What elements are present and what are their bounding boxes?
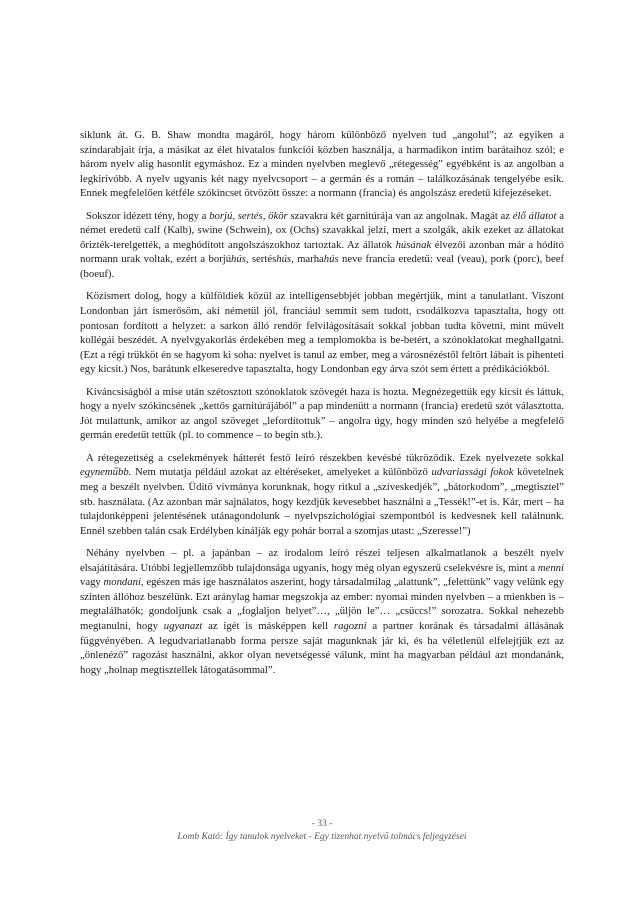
text-run: élvezői azonban már a hódító normann urak voltak, ezért a borjú (80, 238, 564, 266)
paragraph (80, 209, 564, 282)
text-run: egészen más ige használatos aszerint, hogy társadalmilag „alattunk”, „felettünk” vagy velünk egy szinten állóhoz beszélünk. Ezt aránylag hamar megszokja az ember: nyomai minden nyelvben – a mienkben is – megtalálhatók; gondoljunk csak a „foglaljon helyet”…, „üljön le”… „csüccs!” sorozatra. Sokkal nehezebb megtanulni, hogy (80, 576, 564, 632)
italic-text: mondani, (103, 576, 144, 589)
italic-text: élő állatot (512, 209, 557, 222)
italic-text: menni (537, 561, 564, 574)
italic-text: ugyanazt (163, 619, 203, 632)
italic-text: udvariassági fokok (431, 466, 514, 479)
paragraph (80, 289, 564, 376)
italic-text: egyneműbb. (80, 466, 132, 479)
page-body (80, 128, 564, 685)
text-run: A rétegezettség a cselekmények hátterét festő leíró részekben kevésbé tükröződik. Ezek nyelvezete sokkal (86, 451, 564, 464)
text-run: az igét is másképpen kell (202, 619, 334, 632)
text-run: a partner korának és társadalmi állásának függvényében. A legudvariatlanabb forma persze saját magunknak jár ki, és ha véletlenül elfelejtjük ezt az „önlenéző” ragozást használni, akkor olyan nevetségessé válunk, mint ha magyarban például azt mondanánk, hogy „holnap megtisztellek látogatásommal”. (80, 619, 564, 676)
page-footer (80, 818, 564, 844)
text-run: Nem mutatja például azokat az eltéréseket, amelyeket a különböző (131, 466, 432, 479)
paragraph (80, 451, 564, 538)
paragraph (80, 546, 564, 677)
italic-text: hús, (231, 253, 249, 266)
text-run: a német eredetű calf (Kalb), swine (Schwein), ox (Ochs) szavakkal jelzi, mert a szolgák, akik ezeket az állatokat őrizték-terelgették, a meghódított angolszászokhoz tartoztak. Az állatok (80, 209, 565, 251)
text-run: Kíváncsiságból a mise után szétosztott szónoklatok szövegét haza is hozta. Megnézegettük egy kicsit és láttuk, hogy a nyelv szókincsének „kettős garnitúrájából” a pap mindenütt a normann (francia) eredetű szót választotta. Jót mulattunk, amikor az angol szöveget „lefordítottuk” – angolra úgy, hogy minden szó helyébe a megfelelő germán eredetűt tettük (pl. to commence – to begin stb.). (80, 385, 564, 442)
italic-text: hús (323, 253, 339, 266)
text-run: neve francia eredetű: veal (veau), pork (porc), beef (boeuf). (80, 253, 565, 280)
italic-text: hús, (276, 253, 294, 266)
paragraph (80, 385, 564, 443)
text-run: sertés (248, 253, 277, 266)
footer-citation: Lomb Kató: Így tanulok nyelveket - Egy tizenhat nyelvű tolmács feljegyzései (177, 832, 467, 842)
text-run: Közismert dolog, hogy a külföldiek közül az intelligensebbjét jobban megértjük, mint a tanulatlant. Viszont Londonban járt ismerősöm, aki németül jól, franciául semmit sem tudott, csodálkozva tapasztalta, hogy ott pontosan fordított a helyzet: a sarkon álló rendőr felvilágosításait sokkal jobban tudta követni, mint művelt kollégái beszédét. A nyelvgyakorlás érdekében meg a templomokba is be-betért, a szónoklatokat meghallgatni. (Ezt a régi trükköt én se hagyom ki soha: nyelvet is tanul az ember, meg a városnézéstől feltört lábait is pihenteti egy kicsit.) Nos, barátunk elkeseredve tapasztalta, hogy Londonban egy árva szót sem értett a prédikációkból. (80, 290, 564, 376)
text-run: szavakra két garnitúrája van az angolnak. Magát az (287, 209, 513, 222)
text-run: siklunk át. G. B. Shaw mondta magáról, hogy három különböző nyelven tud „angolul”; az egyiken a színdarabjait írja, a másikat az élet hivatalos funkciói közben használja, a harmadikon intim barátaihoz szól; e három nyelv alig hasonlít egymáshoz. Ez a minden nyelvben meglevő „rétegesség” egyébként is az angolban a legkirívóbb. A nyelv ugyanis két nagy nyelvcsoport – a germán és a román – találkozásának tengelyébe esik. Ennek megfelelően kétféle szókincset ötvözött össze: a normann (francia) és angolszász eredetű kifejezéseket. (80, 129, 564, 200)
page-number: - 33 - (311, 819, 333, 829)
italic-text: borjú, sertés, ökör (209, 209, 288, 222)
italic-text: húsának (395, 238, 432, 251)
text-run: marha (293, 253, 324, 266)
text-run: Sokszor idézett tény, hogy a (86, 209, 210, 222)
paragraph (80, 128, 564, 201)
italic-text: ragozni (333, 619, 367, 632)
text-run: vagy (80, 576, 104, 589)
text-run: követelnek meg a beszélt nyelvben. Üdítő vívmánya korunknak, hogy ritkul a „szíveskedjék”, „bátorkodom”, „megtisztel” stb. használata. (Az azonban már sajnálatos, hogy kezdjük kevesebbet használni a „Tessék!”-et is. Kár, mert – ha tulajdonképpeni jelentésének utánagondolunk – nyelvpszichológiai szempontból is kedvesnek kell találnunk. Ennél szebben talán csak Erdélyben kínálják egy pohár borral a szomjas utast: „Szeresse!”) (80, 466, 564, 537)
text-run: Néhány nyelvben – pl. a japánban – az irodalom leíró részei teljesen alkalmatlanok a beszélt nyelv elsajátítására. Utóbbi legjellemzőbb tulajdonsága ugyanis, hogy még olyan egyszerű cselekvésre is, mint a (80, 547, 564, 574)
